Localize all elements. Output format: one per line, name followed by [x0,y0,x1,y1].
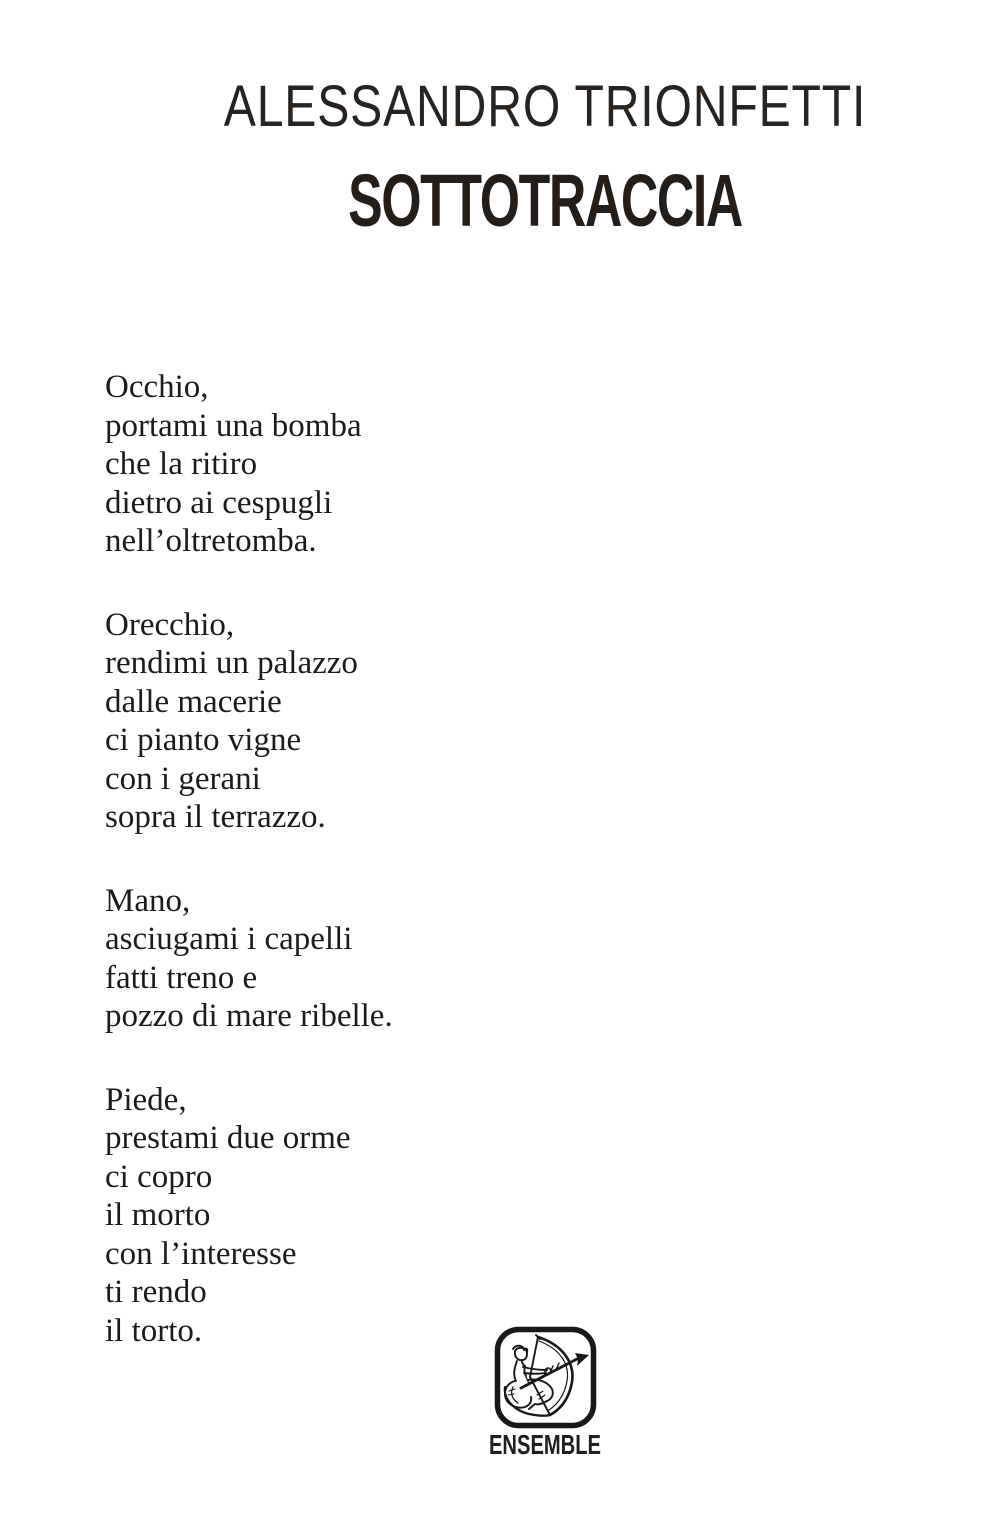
poem-line: prestami due orme [105,1120,351,1156]
poem-line: rendimi un palazzo [105,645,358,681]
publisher-logo [493,1325,598,1430]
poem-line: ci pianto vigne [105,722,302,758]
poem-line: fatti treno e [105,959,258,996]
poem-stanza [105,368,585,561]
poem-line: portami una bomba [105,407,362,444]
poem-line: che la ritiro [105,446,258,482]
poem-line: dalle macerie [105,683,282,720]
poem-line: Mano, [105,882,191,919]
archer-logo-icon [493,1325,598,1430]
poem-line: Piede, [105,1081,187,1118]
poem-line: sopra il terrazzo. [105,799,326,835]
poem-line: con l’interesse [105,1235,297,1272]
publisher-name: ENSEMBLE [488,1429,602,1460]
poem-line: il torto. [105,1312,203,1349]
poem-line: con i gerani [105,760,261,797]
poem-line: dietro ai cespugli [105,484,333,521]
poem-stanza [105,882,585,1036]
poem-stanza [105,606,585,837]
poem-line: Orecchio, [105,606,235,643]
poem-line: nell’oltretomba. [105,523,317,559]
poem-stanza [105,1081,585,1351]
poem [105,368,585,1395]
poem-line: asciugami i capelli [105,921,353,957]
poem-line: ci copro [105,1158,213,1195]
poem-line: Occhio, [105,369,209,405]
book-title: SOTTOTRACCIA [348,159,742,242]
author-name: ALESSANDRO TRIONFETTI [223,74,867,139]
poem-line: pozzo di mare ribelle. [105,998,393,1034]
poem-line: ti rendo [105,1274,207,1310]
poem-line: il morto [105,1197,211,1233]
